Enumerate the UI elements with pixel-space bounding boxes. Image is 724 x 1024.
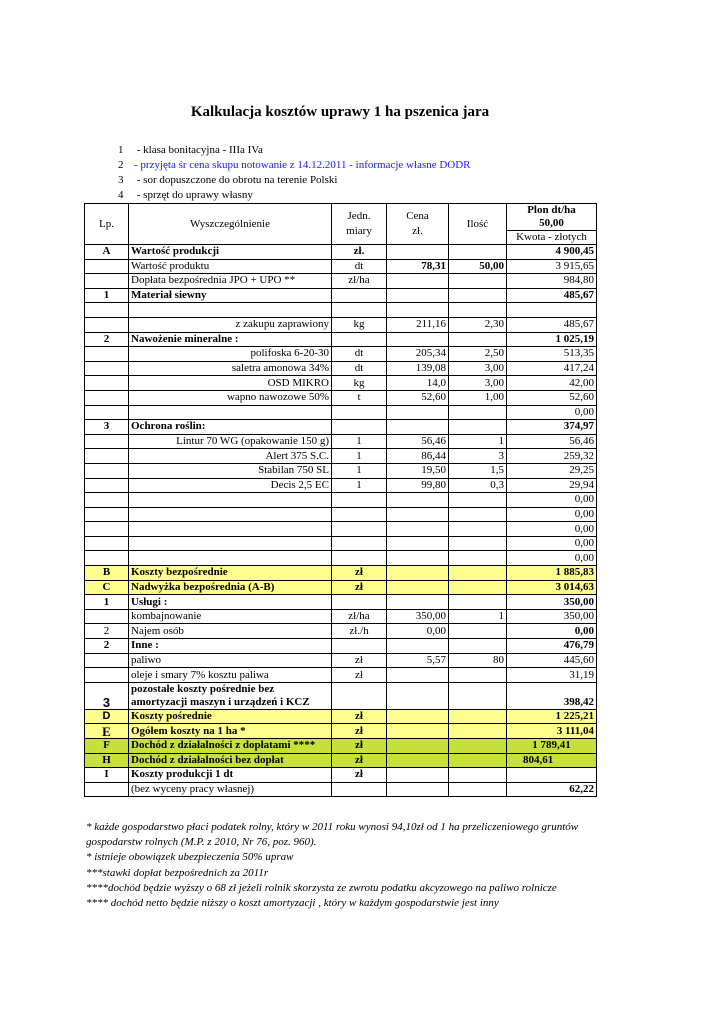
row-amount: 31,19 xyxy=(507,668,597,683)
row-qty xyxy=(449,682,507,709)
row-amount: 0,00 xyxy=(507,551,597,566)
row-amount: 485,67 xyxy=(507,288,597,303)
row-unit: zł xyxy=(332,709,387,724)
row-qty xyxy=(449,507,507,522)
row-price xyxy=(387,639,449,654)
row-price: 211,16 xyxy=(387,317,449,332)
row-unit: dt xyxy=(332,259,387,274)
row-price xyxy=(387,768,449,783)
row-name: Najem osób xyxy=(129,624,332,639)
row-name: Dopłata bezpośrednia JPO + UPO ** xyxy=(129,274,332,289)
row-price xyxy=(387,274,449,289)
note-item xyxy=(118,143,471,158)
table-row xyxy=(85,478,597,493)
header-yield-value: 50,00 xyxy=(507,217,596,231)
row-unit xyxy=(332,522,387,537)
row-qty xyxy=(449,753,507,768)
row-qty xyxy=(449,595,507,610)
row-amount: 259,32 xyxy=(507,449,597,464)
row-name: Alert 375 S.C. xyxy=(129,449,332,464)
row-lp: 2 xyxy=(85,624,129,639)
row-amount: 0,00 xyxy=(507,536,597,551)
table-row xyxy=(85,361,597,376)
row-qty xyxy=(449,624,507,639)
row-lp: A xyxy=(85,245,129,260)
table-row xyxy=(85,245,597,260)
row-name: Koszty pośrednie xyxy=(129,709,332,724)
row-amount: 398,42 xyxy=(507,682,597,709)
row-price xyxy=(387,753,449,768)
row-amount: 29,25 xyxy=(507,463,597,478)
page-title: Kalkulacja kosztów uprawy 1 ha pszenica jara xyxy=(190,104,490,120)
row-lp: 2 xyxy=(85,332,129,347)
row-name: Ochrona roślin: xyxy=(129,420,332,435)
table-row xyxy=(85,580,597,595)
row-qty xyxy=(449,522,507,537)
row-lp: C xyxy=(85,580,129,595)
table-row xyxy=(85,390,597,405)
footnote: * istnieje obowiązek ubezpieczenia 50% upraw xyxy=(86,851,294,864)
row-lp: I xyxy=(85,768,129,783)
row-lp: 2 xyxy=(85,639,129,654)
row-unit xyxy=(332,782,387,797)
row-qty xyxy=(449,332,507,347)
row-lp xyxy=(85,782,129,797)
row-amount: 1 789,41 xyxy=(507,739,597,754)
row-qty xyxy=(449,566,507,581)
row-unit xyxy=(332,303,387,318)
table-row xyxy=(85,303,597,318)
row-qty xyxy=(449,405,507,420)
row-name xyxy=(129,493,332,508)
row-amount: 3 014,63 xyxy=(507,580,597,595)
table-row xyxy=(85,739,597,754)
row-name xyxy=(129,507,332,522)
row-qty xyxy=(449,536,507,551)
table-row xyxy=(85,624,597,639)
table-row xyxy=(85,536,597,551)
row-lp xyxy=(85,390,129,405)
row-name: Nadwyżka bezpośrednia (A-B) xyxy=(129,580,332,595)
table-row xyxy=(85,682,597,709)
row-qty: 50,00 xyxy=(449,259,507,274)
table-row xyxy=(85,376,597,391)
row-name: wapno nawozowe 50% xyxy=(129,390,332,405)
row-amount: 1 025,19 xyxy=(507,332,597,347)
row-qty: 3,00 xyxy=(449,376,507,391)
row-amount xyxy=(507,303,597,318)
row-name: Ogółem koszty na 1 ha * xyxy=(129,724,332,739)
footnote: **** dochód netto będzie niższy o koszt amortyzacji , który w każdym gospodarstwie jest inny xyxy=(86,897,499,910)
row-qty xyxy=(449,420,507,435)
table-row xyxy=(85,753,597,768)
row-amount: 476,79 xyxy=(507,639,597,654)
table-row xyxy=(85,595,597,610)
row-qty: 1 xyxy=(449,434,507,449)
row-price: 205,34 xyxy=(387,347,449,362)
header-price xyxy=(387,204,449,245)
table-row xyxy=(85,507,597,522)
header-lp: Lp. xyxy=(85,204,129,245)
row-price xyxy=(387,245,449,260)
note-text: - sprzęt do uprawy własny xyxy=(134,189,253,201)
table-row xyxy=(85,653,597,668)
row-lp xyxy=(85,449,129,464)
row-qty: 1 xyxy=(449,609,507,624)
row-price: 52,60 xyxy=(387,390,449,405)
row-qty xyxy=(449,709,507,724)
row-lp xyxy=(85,405,129,420)
row-name: Materiał siewny xyxy=(129,288,332,303)
row-unit xyxy=(332,639,387,654)
table-row xyxy=(85,639,597,654)
row-unit: dt xyxy=(332,361,387,376)
row-lp xyxy=(85,493,129,508)
note-number: 3 xyxy=(118,174,124,186)
row-price: 350,00 xyxy=(387,609,449,624)
row-price xyxy=(387,566,449,581)
row-price xyxy=(387,332,449,347)
row-price: 14,0 xyxy=(387,376,449,391)
row-amount: 0,00 xyxy=(507,624,597,639)
row-price xyxy=(387,580,449,595)
row-amount: 1 885,83 xyxy=(507,566,597,581)
row-lp xyxy=(85,551,129,566)
row-price: 99,80 xyxy=(387,478,449,493)
row-unit: zł./h xyxy=(332,624,387,639)
row-unit xyxy=(332,288,387,303)
note-item xyxy=(118,158,471,173)
row-amount: 445,60 xyxy=(507,653,597,668)
row-amount: 984,80 xyxy=(507,274,597,289)
row-name: Inne : xyxy=(129,639,332,654)
row-name: kombajnowanie xyxy=(129,609,332,624)
row-price: 78,31 xyxy=(387,259,449,274)
row-qty xyxy=(449,580,507,595)
row-price xyxy=(387,668,449,683)
assumption-notes xyxy=(118,143,471,203)
header-price-line1: Cena xyxy=(406,210,429,222)
row-price xyxy=(387,493,449,508)
table-row xyxy=(85,332,597,347)
row-lp xyxy=(85,303,129,318)
row-price xyxy=(387,507,449,522)
table-row xyxy=(85,668,597,683)
row-unit: t xyxy=(332,390,387,405)
row-qty xyxy=(449,724,507,739)
row-price xyxy=(387,551,449,566)
table-row xyxy=(85,609,597,624)
row-name: Koszty bezpośrednie xyxy=(129,566,332,581)
row-amount: 417,24 xyxy=(507,361,597,376)
row-name xyxy=(129,522,332,537)
row-lp xyxy=(85,463,129,478)
row-name: pozostałe koszty pośrednie bez amortyzacji maszyn i urządzeń i KCZ xyxy=(129,682,332,709)
header-unit xyxy=(332,204,387,245)
row-name: oleje i smary 7% kosztu paliwa xyxy=(129,668,332,683)
row-amount: 4 900,45 xyxy=(507,245,597,260)
table-header-row xyxy=(85,204,597,245)
row-unit: zł xyxy=(332,566,387,581)
row-unit: 1 xyxy=(332,463,387,478)
row-lp xyxy=(85,347,129,362)
row-amount: 1 225,21 xyxy=(507,709,597,724)
row-lp xyxy=(85,653,129,668)
row-lp xyxy=(85,522,129,537)
row-qty: 3 xyxy=(449,449,507,464)
row-qty: 2,50 xyxy=(449,347,507,362)
row-qty: 3,00 xyxy=(449,361,507,376)
table-row xyxy=(85,347,597,362)
row-price: 0,00 xyxy=(387,624,449,639)
row-unit: 1 xyxy=(332,434,387,449)
row-name: Lintur 70 WG (opakowanie 150 g) xyxy=(129,434,332,449)
row-unit xyxy=(332,332,387,347)
row-unit xyxy=(332,420,387,435)
row-name: Stabilan 750 SL xyxy=(129,463,332,478)
row-price: 19,50 xyxy=(387,463,449,478)
footnote: ***stawki dopłat bezpośrednich za 2011r xyxy=(86,866,269,879)
row-unit xyxy=(332,682,387,709)
table-row xyxy=(85,259,597,274)
table-row xyxy=(85,420,597,435)
row-qty xyxy=(449,245,507,260)
row-unit: zł xyxy=(332,753,387,768)
row-amount: 0,00 xyxy=(507,507,597,522)
row-name: Wartość produkcji xyxy=(129,245,332,260)
row-unit: zł/ha xyxy=(332,609,387,624)
row-qty: 0,3 xyxy=(449,478,507,493)
row-unit xyxy=(332,536,387,551)
row-lp xyxy=(85,536,129,551)
row-lp: 1 xyxy=(85,595,129,610)
table-row xyxy=(85,724,597,739)
row-price xyxy=(387,288,449,303)
row-amount: 0,00 xyxy=(507,405,597,420)
row-unit: zł xyxy=(332,653,387,668)
row-unit xyxy=(332,551,387,566)
row-unit: kg xyxy=(332,317,387,332)
row-name: Decis 2,5 EC xyxy=(129,478,332,493)
row-unit: dt xyxy=(332,347,387,362)
row-unit: zł xyxy=(332,668,387,683)
table-row xyxy=(85,434,597,449)
row-lp xyxy=(85,609,129,624)
row-price: 139,08 xyxy=(387,361,449,376)
header-yield xyxy=(507,204,597,245)
table-row xyxy=(85,522,597,537)
row-lp xyxy=(85,434,129,449)
row-price: 56,46 xyxy=(387,434,449,449)
row-unit: 1 xyxy=(332,478,387,493)
note-number: 2 xyxy=(118,159,124,171)
row-qty xyxy=(449,739,507,754)
note-item xyxy=(118,173,471,188)
table-row xyxy=(85,768,597,783)
row-name xyxy=(129,303,332,318)
table-row xyxy=(85,405,597,420)
row-amount: 3 111,04 xyxy=(507,724,597,739)
cost-calculation-table xyxy=(84,203,597,797)
row-unit xyxy=(332,507,387,522)
table-row xyxy=(85,317,597,332)
row-lp xyxy=(85,274,129,289)
note-text: - sor dopuszczone do obrotu na terenie Polski xyxy=(134,174,338,186)
row-unit: zł xyxy=(332,724,387,739)
row-unit xyxy=(332,595,387,610)
row-price: 86,44 xyxy=(387,449,449,464)
row-qty xyxy=(449,668,507,683)
footnote: * każde gospodarstwo płaci podatek rolny, który w 2011 roku wynosi 94,10zł od 1 ha przeliczeniowego gruntów gospodarstw rolnych (M.P. z 2010, Nr 76, poz. 960). xyxy=(86,821,579,849)
table-row xyxy=(85,463,597,478)
row-qty xyxy=(449,551,507,566)
table-row xyxy=(85,782,597,797)
row-price xyxy=(387,536,449,551)
row-amount: 62,22 xyxy=(507,782,597,797)
row-lp xyxy=(85,317,129,332)
row-name: Nawożenie mineralne : xyxy=(129,332,332,347)
row-unit: zł/ha xyxy=(332,274,387,289)
row-unit xyxy=(332,405,387,420)
row-name: Usługi : xyxy=(129,595,332,610)
row-lp: B xyxy=(85,566,129,581)
row-qty: 80 xyxy=(449,653,507,668)
note-text-price-source: - przyjęta śr cena skupu notowanie z 14.12.2011 - informacje własne DODR xyxy=(134,159,471,171)
row-lp xyxy=(85,376,129,391)
row-name xyxy=(129,405,332,420)
row-price xyxy=(387,739,449,754)
note-item xyxy=(118,188,471,203)
row-price xyxy=(387,420,449,435)
header-unit-line1: Jedn. xyxy=(347,210,371,222)
row-unit xyxy=(332,493,387,508)
row-lp xyxy=(85,361,129,376)
row-unit: kg xyxy=(332,376,387,391)
row-lp xyxy=(85,507,129,522)
header-yield-label: Plon dt/ha xyxy=(527,204,576,216)
table-row xyxy=(85,288,597,303)
row-amount xyxy=(507,768,597,783)
row-amount: 52,60 xyxy=(507,390,597,405)
row-name: Koszty produkcji 1 dt xyxy=(129,768,332,783)
row-name: OSD MIKRO xyxy=(129,376,332,391)
row-amount: 56,46 xyxy=(507,434,597,449)
row-amount: 29,94 xyxy=(507,478,597,493)
row-amount: 42,00 xyxy=(507,376,597,391)
row-price xyxy=(387,522,449,537)
row-lp: H xyxy=(85,753,129,768)
row-amount: 350,00 xyxy=(507,595,597,610)
note-number: 4 xyxy=(118,189,124,201)
row-price xyxy=(387,405,449,420)
row-name: Dochód z działalności bez dopłat xyxy=(129,753,332,768)
row-unit: 1 xyxy=(332,449,387,464)
row-lp: E xyxy=(85,724,129,739)
row-name: Dochód z działalności z dopłatami **** xyxy=(129,739,332,754)
row-lp xyxy=(85,259,129,274)
row-amount: 350,00 xyxy=(507,609,597,624)
row-name: saletra amonowa 34% xyxy=(129,361,332,376)
table-row xyxy=(85,274,597,289)
table-row xyxy=(85,551,597,566)
row-name: polifoska 6-20-30 xyxy=(129,347,332,362)
footnote: ****dochód będzie wyższy o 68 zł jeżeli rolnik skorzysta ze zwrotu podatku akcyzowego na paliwo rolnicze xyxy=(86,881,557,894)
row-price xyxy=(387,709,449,724)
row-unit: zł xyxy=(332,580,387,595)
header-unit-line2: miary xyxy=(346,225,372,237)
row-lp: 3 xyxy=(85,420,129,435)
row-qty xyxy=(449,782,507,797)
row-price xyxy=(387,682,449,709)
row-price xyxy=(387,303,449,318)
row-lp: D xyxy=(85,709,129,724)
table-row xyxy=(85,493,597,508)
table-row xyxy=(85,709,597,724)
header-qty: Ilość xyxy=(449,204,507,245)
footnotes xyxy=(86,820,606,911)
row-qty xyxy=(449,274,507,289)
row-lp: 3 xyxy=(85,682,129,709)
row-name xyxy=(129,536,332,551)
row-lp xyxy=(85,478,129,493)
table-row xyxy=(85,566,597,581)
row-unit: zł xyxy=(332,768,387,783)
header-name: Wyszczególnienie xyxy=(129,204,332,245)
row-lp xyxy=(85,668,129,683)
row-price: 5,57 xyxy=(387,653,449,668)
row-amount: 485,67 xyxy=(507,317,597,332)
row-name xyxy=(129,551,332,566)
row-amount: 374,97 xyxy=(507,420,597,435)
row-qty: 1,5 xyxy=(449,463,507,478)
row-amount: 0,00 xyxy=(507,493,597,508)
table-row xyxy=(85,449,597,464)
row-lp: 1 xyxy=(85,288,129,303)
row-name: (bez wyceny pracy własnej) xyxy=(129,782,332,797)
note-number: 1 xyxy=(118,144,124,156)
row-amount: 513,35 xyxy=(507,347,597,362)
row-name: z zakupu zaprawiony xyxy=(129,317,332,332)
row-unit: zł. xyxy=(332,245,387,260)
row-qty xyxy=(449,288,507,303)
row-price xyxy=(387,595,449,610)
row-qty xyxy=(449,303,507,318)
header-amount-label: Kwota - złotych xyxy=(516,231,587,243)
row-price xyxy=(387,782,449,797)
row-price xyxy=(387,724,449,739)
row-name: Wartość produktu xyxy=(129,259,332,274)
row-lp: F xyxy=(85,739,129,754)
row-qty xyxy=(449,493,507,508)
row-qty xyxy=(449,639,507,654)
header-price-line2: zł. xyxy=(412,225,423,237)
row-qty: 1,00 xyxy=(449,390,507,405)
row-name: paliwo xyxy=(129,653,332,668)
row-amount: 0,00 xyxy=(507,522,597,537)
row-unit: zł xyxy=(332,739,387,754)
row-qty xyxy=(449,768,507,783)
row-qty: 2,30 xyxy=(449,317,507,332)
note-text: - klasa bonitacyjna - IIIa IVa xyxy=(134,144,263,156)
row-amount: 804,61 xyxy=(507,753,597,768)
row-amount: 3 915,65 xyxy=(507,259,597,274)
